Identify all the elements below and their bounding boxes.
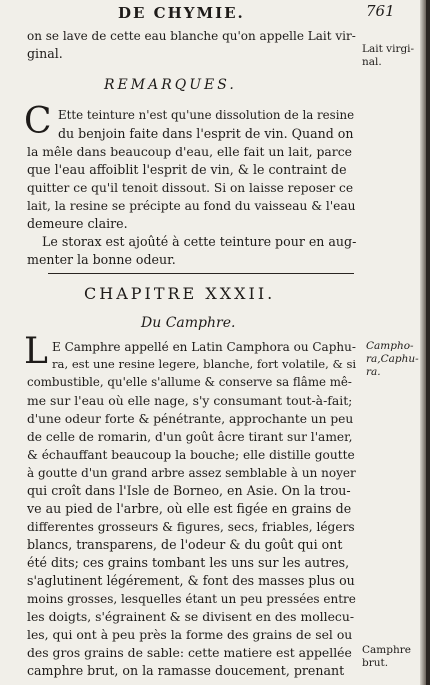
text-line: du benjoin faite dans l'esprit de vin. Quand on — [58, 126, 354, 141]
text-line: & échauffant beaucoup la bouche; elle distille goutte — [27, 448, 355, 462]
text-line: combustible, qu'elle s'allume & conserve sa flâme mê- — [27, 375, 352, 389]
text-line: demeure claire. — [27, 216, 128, 231]
text-line: d'une odeur forte & pénétrante, approchante un peu — [27, 412, 354, 426]
text-line: me sur l'eau où elle nage, s'y consumant tout-à-fait; — [27, 393, 353, 408]
drop-capital: L — [24, 331, 48, 372]
text-line: la mêle dans beaucoup d'eau, elle fait un lait, parce — [27, 144, 352, 159]
text-line: E Camphre appellé en Latin Camphora ou Caphu- — [52, 340, 356, 354]
text-line: ginal. — [27, 46, 63, 61]
text-line: on se lave de cette eau blanche qu'on appelle Lait vir- — [27, 29, 356, 43]
text-line: Le storax est ajoûté à cette teinture pour en aug- — [42, 234, 357, 249]
text-line: de celle de romarin, d'un goût âcre tirant sur l'amer, — [27, 430, 353, 444]
margin-note-camphora: Campho- ra,Caphu- ra. — [366, 340, 419, 379]
chapter-subtitle: Du Camphre. — [141, 315, 236, 331]
text-line: menter la bonne odeur. — [27, 252, 176, 267]
section-heading-remarques: REMARQUES. — [104, 77, 237, 93]
text-line: blancs, transparens, de l'odeur & du goût qui ont — [27, 537, 343, 552]
text-line: les, qui ont à peu près la forme des grains de sel ou — [27, 627, 353, 642]
drop-capital: C — [24, 101, 52, 142]
page-number: 761 — [366, 2, 395, 20]
text-line: ra, est une resine legere, blanche, fort volatile, & si — [52, 357, 357, 371]
text-line: que l'eau affoiblit l'esprit de vin, & le contraint de — [27, 162, 347, 177]
text-line: lait, la resine se précipte au fond du vaisseau & l'eau — [27, 199, 356, 213]
text-line: qui croît dans l'Isle de Borneo, en Asie. On la trou- — [27, 483, 351, 498]
text-line: à goutte d'un grand arbre assez semblable à un noyer — [27, 466, 356, 480]
text-line: ve au pied de l'arbre, où elle est figée en grains de — [27, 501, 352, 516]
chapter-title: CHAPITRE XXXII. — [84, 284, 276, 303]
text-line: s'aglutinent légérement, & font des masses plus ou — [27, 573, 355, 588]
running-header: DE CHYMIE. — [118, 4, 245, 22]
margin-note-camphre-brut: Camphre brut. — [362, 644, 411, 670]
text-line: camphre brut, on la ramasse doucement, prenant — [27, 663, 345, 678]
text-line: quitter ce qu'il tenoit dissout. Si on laisse reposer ce — [27, 181, 354, 195]
text-line: Ette teinture n'est qu'une dissolution de la resine — [58, 108, 355, 122]
section-rule — [48, 273, 354, 274]
page-edge — [420, 0, 426, 685]
text-line: moins grosses, lesquelles étant un peu pressées entre — [27, 592, 356, 606]
text-line: les doigts, s'égrainent & se divisent en des mollecu- — [27, 609, 355, 624]
text-line: été dits; ces grains tombant les uns sur les autres, — [27, 555, 350, 570]
text-line: differentes grosseurs & figures, secs, friables, légers — [27, 520, 355, 534]
text-line: des gros grains de sable: cette matiere est appellée — [27, 645, 352, 660]
margin-note-lait-virginal: Lait virgi- nal. — [362, 43, 415, 69]
